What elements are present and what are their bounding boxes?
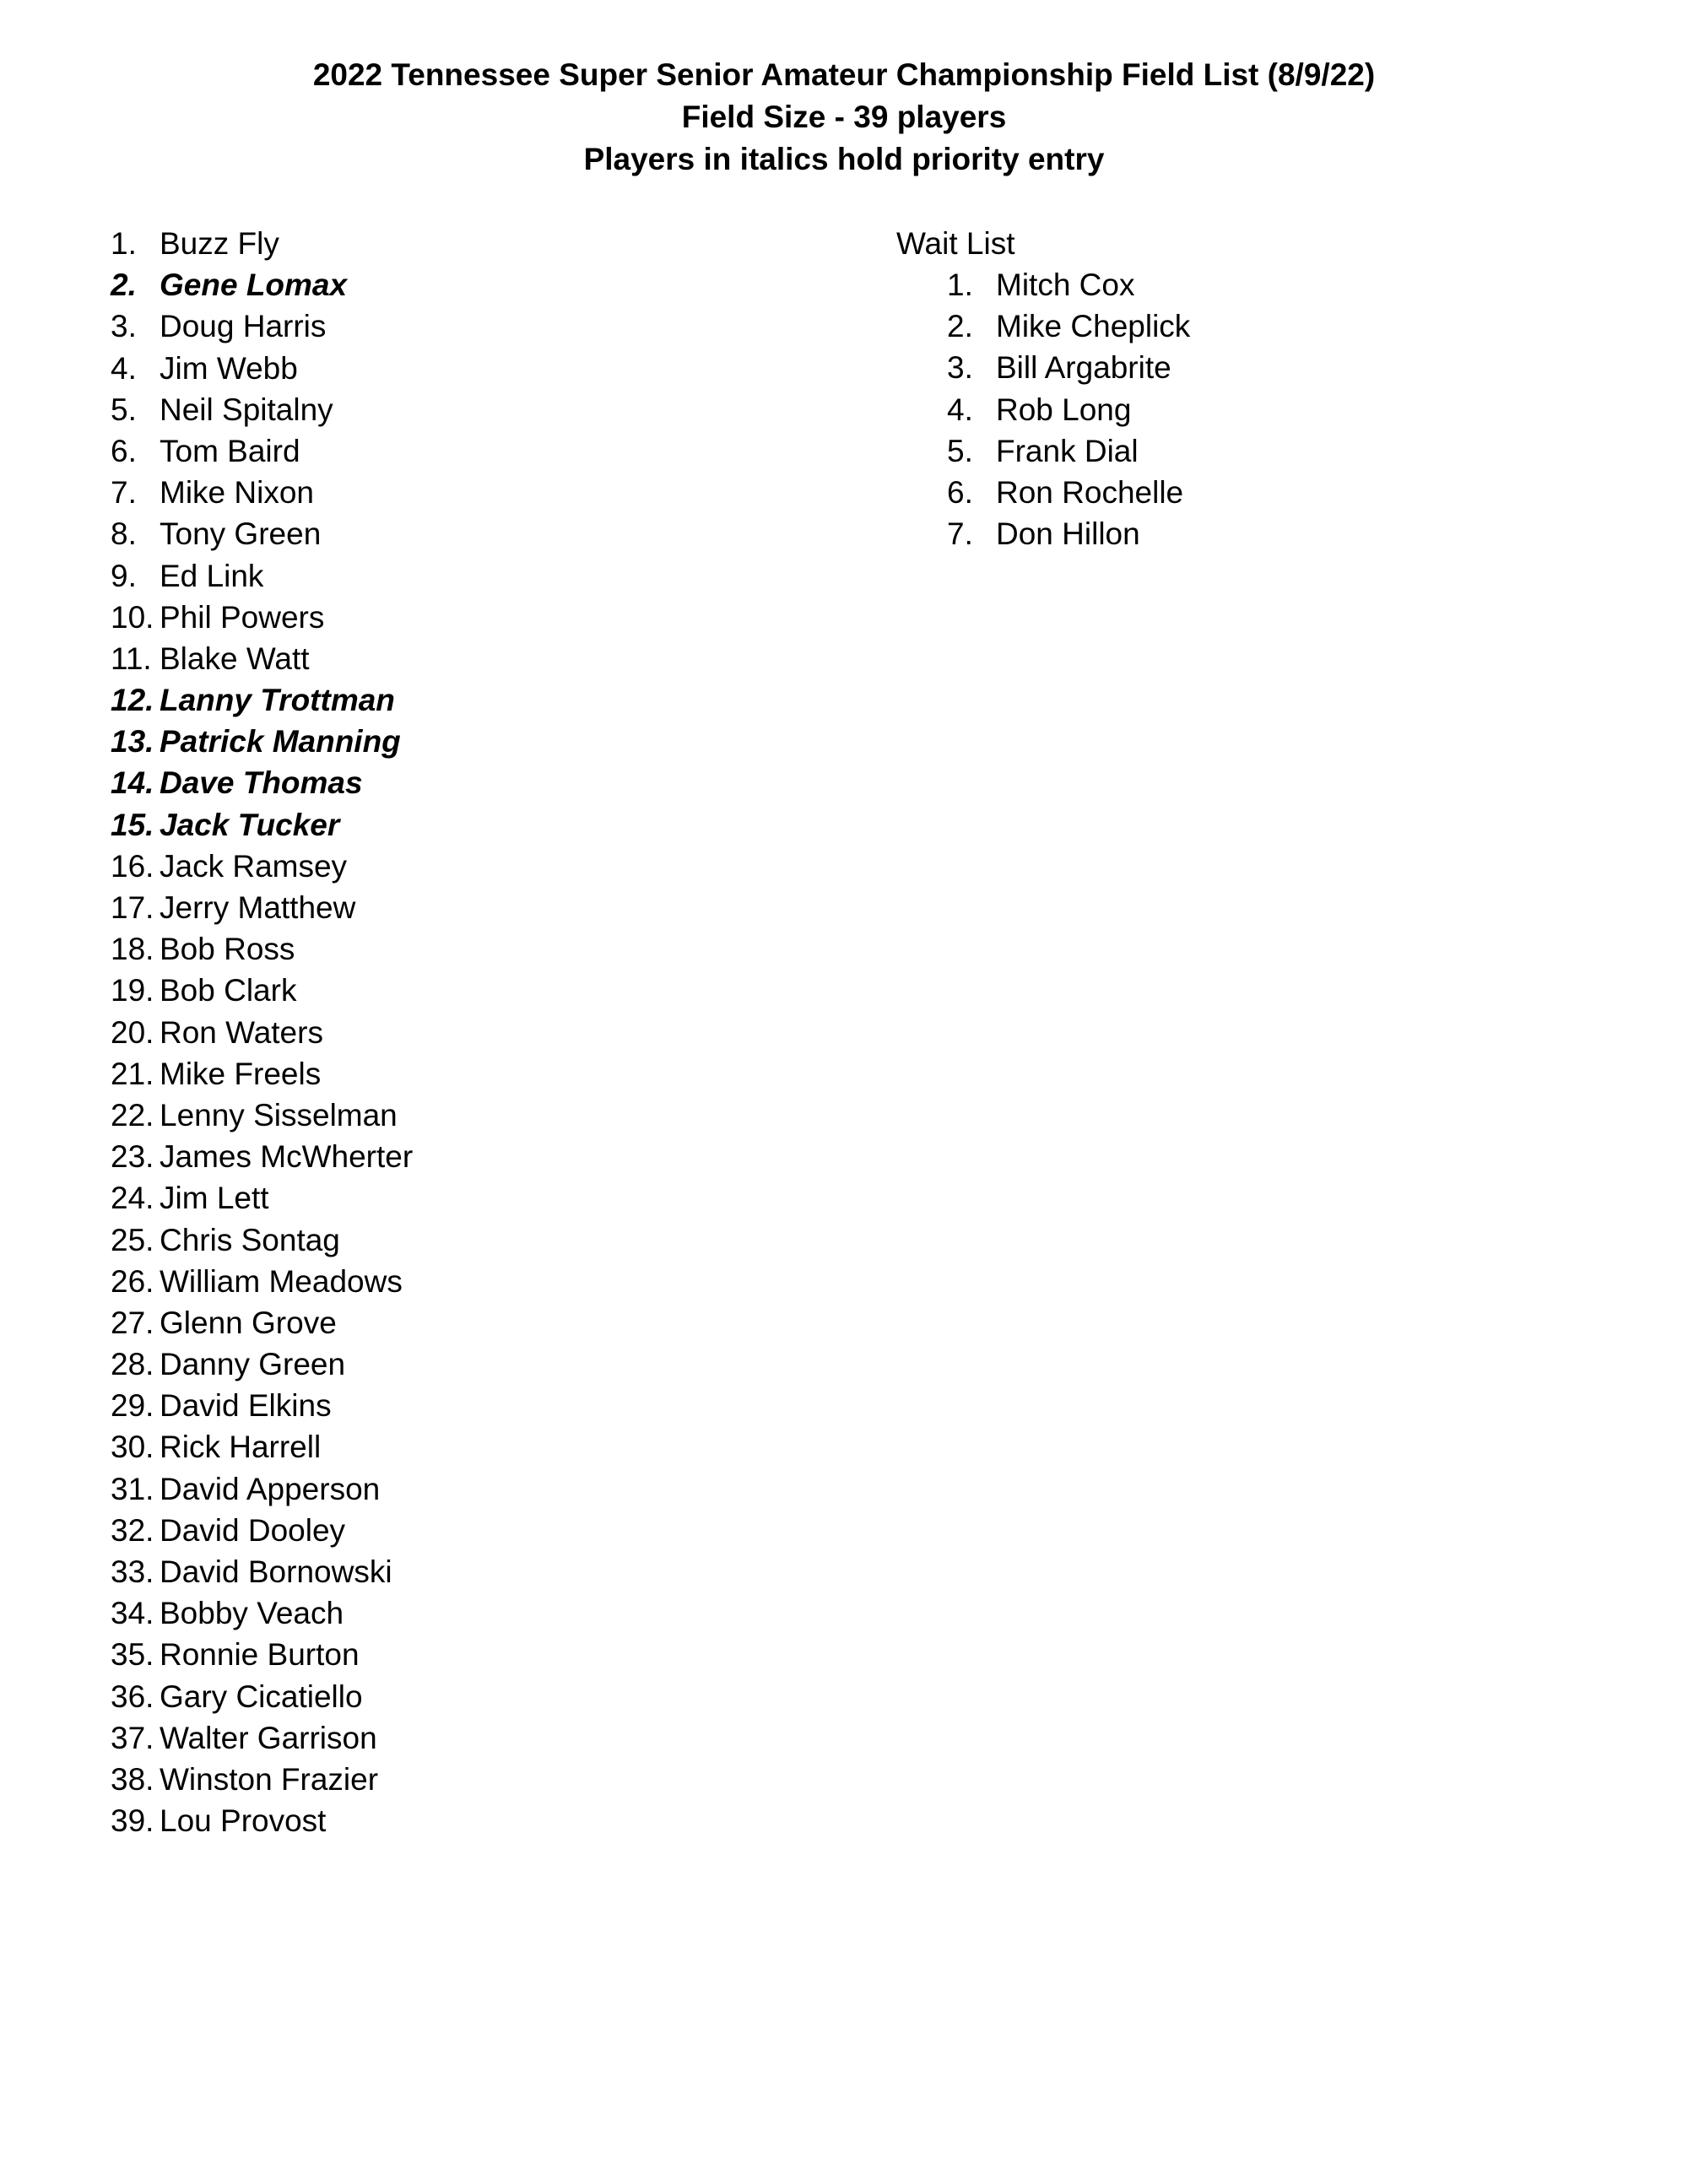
field-list-item: [111, 1219, 413, 1261]
list-item-number: 34.: [111, 1596, 154, 1631]
list-item-number: 16.: [111, 848, 154, 884]
document-title: 2022 Tennessee Super Senior Amateur Championship Field List (8/9/22): [312, 57, 1376, 92]
list-item-number: 38.: [111, 1761, 154, 1797]
field-list-item: [111, 1676, 413, 1717]
player-name: Frank Dial: [996, 433, 1139, 468]
player-name: Winston Frazier: [160, 1761, 379, 1797]
list-item-number: 2.: [111, 268, 137, 303]
list-item-number: 29.: [111, 1388, 154, 1424]
player-name: Mike Nixon: [160, 475, 314, 511]
player-name: Ron Rochelle: [996, 474, 1184, 510]
player-name: Rick Harrell: [160, 1430, 322, 1465]
field-list-item: [111, 1136, 413, 1177]
list-item-number: 23.: [111, 1139, 154, 1175]
player-name: James McWherter: [160, 1139, 414, 1175]
player-name: David Bornowski: [160, 1554, 392, 1589]
player-name: Dave Thomas: [160, 765, 363, 801]
player-name: Tom Baird: [160, 433, 300, 468]
field-list: [111, 223, 413, 1841]
field-list-item: [111, 555, 413, 597]
list-item-number: 4.: [111, 350, 137, 386]
player-name: Tony Green: [160, 516, 322, 552]
list-item-number: 4.: [947, 392, 973, 427]
list-item-number: 3.: [947, 350, 973, 386]
field-list-item: [111, 1759, 413, 1800]
list-item-number: 9.: [111, 558, 137, 593]
field-list-item: [111, 1592, 413, 1634]
list-item-number: 2.: [947, 309, 973, 344]
list-item-number: 18.: [111, 932, 154, 967]
field-list-item: [111, 1426, 413, 1468]
wait-list-item: [947, 264, 1190, 305]
field-list-item: [111, 430, 413, 472]
list-item-number: 7.: [111, 475, 137, 511]
player-name: Phil Powers: [160, 599, 325, 635]
list-item-number: 36.: [111, 1679, 154, 1714]
wait-list-item: [947, 305, 1190, 347]
list-item-number: 15.: [111, 807, 154, 842]
player-name: Gene Lomax: [160, 268, 348, 303]
list-item-number: 22.: [111, 1097, 154, 1133]
list-item-number: 11.: [111, 641, 152, 676]
list-item-number: 5.: [947, 433, 973, 468]
list-item-number: 1.: [947, 268, 973, 302]
player-name: Jim Webb: [160, 350, 298, 386]
list-item-number: 20.: [111, 1014, 154, 1050]
list-item-number: 33.: [111, 1554, 154, 1589]
player-name: Bob Clark: [160, 973, 297, 1008]
field-size-line: Field Size - 39 players: [681, 100, 1007, 134]
player-name: Bob Ross: [160, 932, 295, 967]
list-item-number: 26.: [111, 1263, 154, 1299]
wait-list-item: [947, 513, 1190, 554]
player-name: Patrick Manning: [160, 724, 401, 760]
field-list-item: [111, 762, 413, 803]
list-item-number: 37.: [111, 1720, 154, 1755]
player-name: Walter Garrison: [160, 1720, 377, 1755]
field-list-item: [111, 1385, 413, 1426]
player-name: Doug Harris: [160, 309, 327, 344]
field-list-item: [111, 1177, 413, 1219]
list-item-number: 31.: [111, 1471, 154, 1506]
list-item-number: 3.: [111, 309, 137, 344]
player-name: Gary Cicatiello: [160, 1679, 363, 1714]
field-list-item: [111, 887, 413, 928]
player-name: Mike Freels: [160, 1056, 322, 1091]
list-item-number: 1.: [111, 226, 137, 261]
field-list-item: [111, 1717, 413, 1759]
field-list-item: [111, 1343, 413, 1385]
field-list-item: [111, 846, 413, 887]
list-item-number: 14.: [111, 765, 154, 801]
player-name: Ed Link: [160, 558, 264, 593]
wait-list: [947, 264, 1190, 554]
list-item-number: 35.: [111, 1637, 154, 1673]
player-name: Glenn Grove: [160, 1305, 337, 1340]
field-list-item: [111, 1261, 413, 1302]
list-item-number: 30.: [111, 1430, 154, 1465]
player-name: Don Hillon: [996, 516, 1140, 552]
player-name: Ronnie Burton: [160, 1637, 360, 1673]
field-list-item: [111, 305, 413, 347]
field-list-item: [111, 348, 413, 389]
player-name: Mitch Cox: [996, 268, 1135, 302]
player-name: Danny Green: [160, 1347, 346, 1382]
player-name: Bill Argabrite: [996, 350, 1171, 386]
list-item-number: 19.: [111, 973, 154, 1008]
list-item-number: 5.: [111, 392, 137, 427]
field-list-item: [111, 1634, 413, 1675]
player-name: Bobby Veach: [160, 1596, 344, 1631]
player-name: David Apperson: [160, 1471, 381, 1506]
field-list-item: [111, 928, 413, 970]
player-name: Buzz Fly: [160, 226, 279, 261]
player-name: Lanny Trottman: [160, 683, 395, 718]
list-item-number: 25.: [111, 1222, 154, 1257]
field-list-item: [111, 804, 413, 846]
field-list-item: [111, 679, 413, 721]
field-list-item: [111, 1095, 413, 1136]
field-list-item: [111, 638, 413, 679]
player-name: Jack Ramsey: [160, 848, 348, 884]
list-item-number: 6.: [947, 474, 973, 510]
list-item-number: 17.: [111, 890, 154, 925]
player-name: Chris Sontag: [160, 1222, 340, 1257]
list-item-number: 13.: [111, 724, 154, 760]
player-name: Blake Watt: [160, 641, 310, 676]
field-list-item: [111, 1510, 413, 1551]
field-list-item: [111, 1800, 413, 1841]
document-header: [0, 54, 1688, 181]
player-name: Neil Spitalny: [160, 392, 333, 427]
player-name: Ron Waters: [160, 1014, 323, 1050]
wait-list-item: [947, 389, 1190, 430]
field-list-item: [111, 1302, 413, 1343]
field-list-item: [111, 597, 413, 638]
field-list-item: [111, 472, 413, 513]
player-name: Lou Provost: [160, 1803, 327, 1839]
wait-list-item: [947, 347, 1190, 388]
player-name: David Dooley: [160, 1512, 346, 1548]
list-item-number: 27.: [111, 1305, 154, 1340]
field-list-item: [111, 513, 413, 554]
field-list-item: [111, 970, 413, 1011]
field-list-item: [111, 223, 413, 264]
player-name: Jim Lett: [160, 1181, 269, 1216]
list-item-number: 10.: [111, 599, 154, 635]
player-name: William Meadows: [160, 1263, 403, 1299]
list-item-number: 6.: [111, 433, 137, 468]
list-item-number: 21.: [111, 1056, 154, 1091]
wait-list-title: Wait List: [896, 226, 1015, 261]
field-list-item: [111, 264, 413, 305]
field-list-item: [111, 389, 413, 430]
wait-list-item: [947, 472, 1190, 513]
list-item-number: 7.: [947, 516, 973, 552]
field-list-item: [111, 1012, 413, 1053]
list-item-number: 8.: [111, 516, 137, 552]
wait-list-item: [947, 430, 1190, 472]
field-list-item: [111, 1053, 413, 1095]
player-name: Lenny Sisselman: [160, 1097, 398, 1133]
player-name: David Elkins: [160, 1388, 332, 1424]
player-name: Rob Long: [996, 392, 1132, 427]
field-list-item: [111, 1551, 413, 1592]
list-item-number: 12.: [111, 683, 154, 718]
priority-note: Players in italics hold priority entry: [583, 142, 1105, 176]
player-name: Jerry Matthew: [160, 890, 356, 925]
player-name: Mike Cheplick: [996, 309, 1191, 344]
list-item-number: 32.: [111, 1512, 154, 1548]
field-list-item: [111, 721, 413, 762]
field-list-item: [111, 1468, 413, 1510]
list-item-number: 28.: [111, 1347, 154, 1382]
player-name: Jack Tucker: [160, 807, 340, 842]
list-item-number: 39.: [111, 1803, 154, 1839]
list-item-number: 24.: [111, 1181, 154, 1216]
